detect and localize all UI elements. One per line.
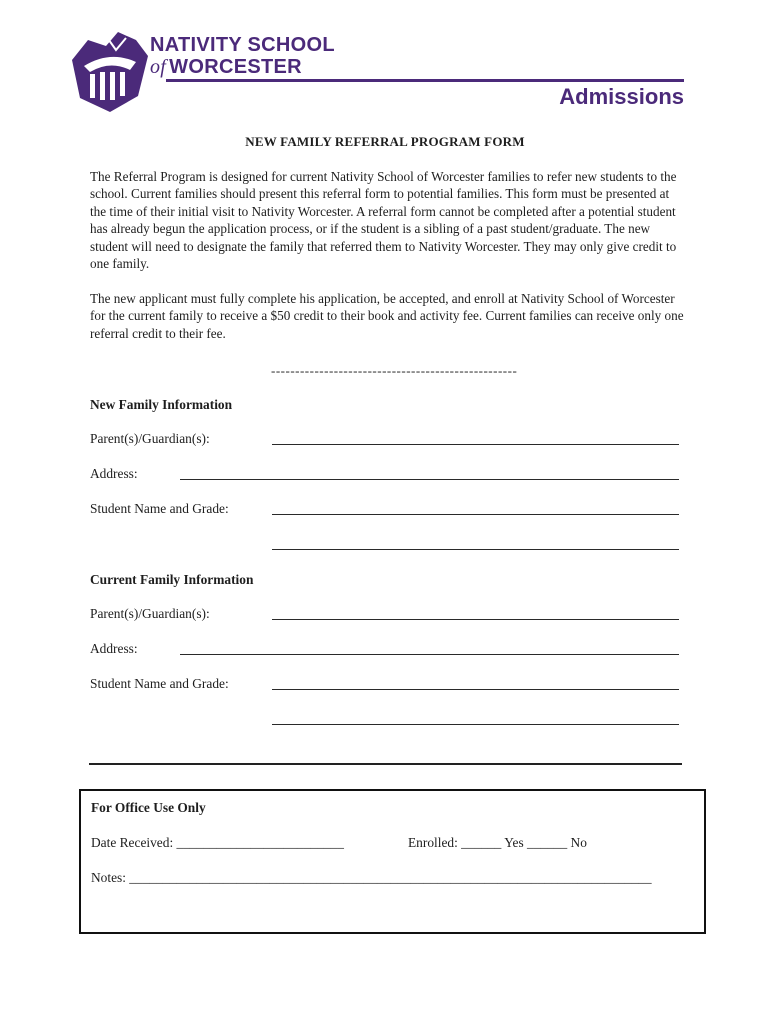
current-family-address-field[interactable] — [180, 654, 679, 655]
department-heading: Admissions — [559, 84, 684, 109]
school-name-line1: NATIVITY SCHOOL — [150, 34, 335, 56]
enrolled-field[interactable]: Enrolled: ______ Yes ______ No — [408, 835, 587, 850]
school-name-line2: WORCESTER — [169, 56, 302, 78]
new-family-parents-label: Parent(s)/Guardian(s): — [90, 431, 210, 446]
new-family-student-field-2[interactable] — [272, 549, 679, 550]
current-family-student-field-2[interactable] — [272, 724, 679, 725]
school-name-of: of — [150, 56, 167, 78]
new-family-address-field[interactable] — [180, 479, 679, 480]
current-family-student-field[interactable] — [272, 689, 679, 690]
section-divider — [89, 763, 682, 765]
current-family-address-label: Address: — [90, 641, 138, 656]
school-name — [150, 34, 335, 78]
current-family-student-label: Student Name and Grade: — [90, 676, 229, 691]
new-family-heading: New Family Information — [90, 397, 233, 412]
form-title: NEW FAMILY REFERRAL PROGRAM FORM — [245, 134, 525, 149]
new-family-student-label: Student Name and Grade: — [90, 501, 229, 516]
current-family-heading: Current Family Information — [90, 572, 254, 587]
new-family-address-label: Address: — [90, 466, 138, 481]
new-family-student-field[interactable] — [272, 514, 679, 515]
new-family-parents-field[interactable] — [272, 444, 679, 445]
notes-field[interactable]: Notes: ______________________________________________________________________________ — [91, 870, 652, 885]
intro-paragraph-1: The Referral Program is designed for current Nativity School of Worcester families to refer new students to the school. Current families should present this referral form to potential families. This form must be presented at the time of their initial visit to Nativity Worcester. A referral form cannot be completed after a potential student has already begun the application process, or if the student is a sibling of a past student/graduate. The new student will need to designate the family that referred them to Nativity Worcester. They may only give credit to one family. — [90, 169, 677, 272]
office-use-heading: For Office Use Only — [91, 800, 206, 815]
dashed-separator: --------------------------------------------------- — [271, 363, 518, 378]
shield-pillars-logo-icon — [66, 26, 152, 116]
header-divider — [166, 79, 684, 82]
intro-paragraph-2: The new applicant must fully complete his application, be accepted, and enroll at Nativity School of Worcester for the current family to receive a $50 credit to their book and activity fee. Current families can receive only one referral credit to their fee. — [90, 291, 684, 341]
current-family-parents-label: Parent(s)/Guardian(s): — [90, 606, 210, 621]
date-received-field[interactable]: Date Received: _________________________ — [91, 835, 344, 850]
current-family-parents-field[interactable] — [272, 619, 679, 620]
